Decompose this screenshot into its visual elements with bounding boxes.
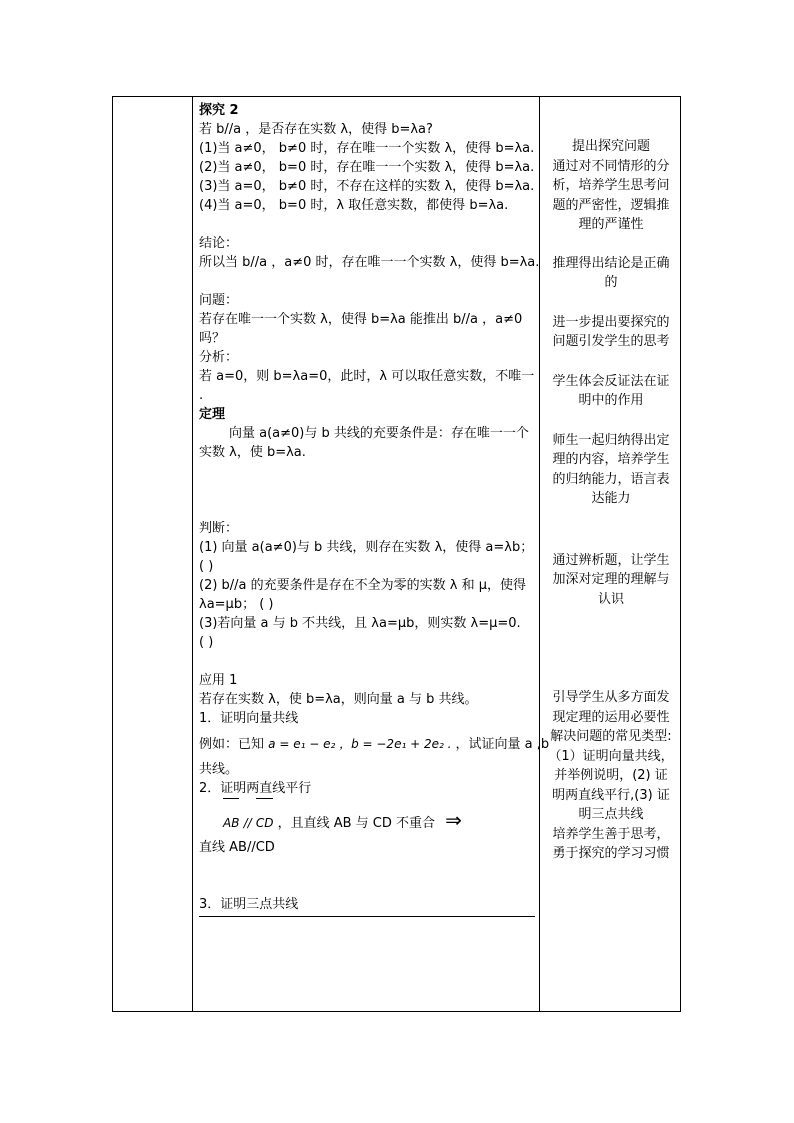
case-4: (4)当 a=0， b=0 时，λ 取任意实数，都使得 b=λa. [199, 198, 509, 213]
note-line: 引导学生从多方面发 [552, 690, 670, 705]
judge-item-1: (1) 向量 a(a≠0)与 b 共线，则存在实数 λ，使得 a=λb； [199, 540, 534, 555]
theorem-line-2: 实数 λ，使 b=λa. [199, 445, 306, 460]
note-application [545, 688, 677, 864]
example-formula: a = e₁ − e₂ ，b = −2e₁ + 2e₂ . [268, 737, 452, 751]
column-divider-left [192, 97, 193, 1011]
parallel-text: ，且直线 AB 与 CD 不重合 [277, 816, 436, 831]
analysis-label: 分析： [199, 350, 239, 365]
note-line: 培养学生善于思考， [552, 826, 670, 842]
judge-label: 判断： [199, 521, 239, 536]
analysis-line-1: 若 a=0，则 b=λa=0，此时，λ 可以取任意实数，不唯一 [199, 369, 535, 384]
note-line: 的归纳能力，语言表 [552, 471, 670, 487]
lesson-table [112, 96, 681, 1012]
judge-blank-1: ( ) [199, 559, 214, 574]
note-judge [545, 551, 677, 610]
note-line: 进一步提出要探究的 [552, 314, 670, 330]
note-theorem [545, 431, 677, 509]
case-1: (1)当 a≠0， b≠0 时，存在唯一一个实数 λ，使得 b=λa. [199, 141, 535, 156]
example-line-2: 共线。 [199, 762, 239, 777]
application-item-2: 2．证明两直线平行 [199, 781, 312, 796]
note-line: 的 [604, 275, 618, 290]
theorem-line-1: 向量 a(a≠0)与 b 共线的充要条件是：存在唯一一个 [229, 426, 529, 441]
note-line: 通过对不同情形的分 [552, 158, 670, 174]
judge-item-3: (3)若向量 a 与 b 不共线，且 λa=μb，则实数 λ=μ=0. [199, 616, 521, 631]
application-item-3: 3．证明三点共线 [199, 897, 299, 912]
note-explore [545, 137, 677, 235]
note-line: 达能力 [591, 491, 631, 506]
analysis-line-2: . [199, 388, 204, 403]
note-conclusion [545, 254, 677, 293]
note-line: 理的严谨性 [578, 217, 644, 232]
content-column [199, 101, 550, 917]
note-line: 加深对定理的理解与 [552, 572, 670, 587]
note-line: 并举例说明，(2) 证 [554, 768, 668, 783]
explore2-title: 探究 2 [199, 103, 239, 118]
question-label: 问题： [199, 293, 239, 308]
note-line: 认识 [597, 591, 624, 607]
vector-ab: AB [223, 801, 239, 845]
implies-arrow: ⇒ [445, 808, 462, 832]
conclusion-label: 结论： [199, 236, 239, 251]
note-line: 题的严密性，逻辑推 [552, 197, 670, 213]
parallel-symbol: // [243, 816, 252, 830]
application-line: 若存在实数 λ，使 b=λa，则向量 a 与 b 共线。 [199, 692, 478, 707]
judge-item-2: (2) b//a 的充要条件是存在不全为零的实数 λ 和 μ，使得 [199, 578, 527, 593]
case-2: (2)当 a≠0， b=0 时，存在唯一一个实数 λ，使得 b=λa. [199, 160, 535, 175]
note-line: 理的内容，培养学生 [552, 452, 670, 467]
parallel-line [199, 798, 533, 838]
note-line: 明三点共线 [578, 807, 644, 822]
judge-blank-3: ( ) [199, 635, 214, 650]
note-line: 勇于探究的学习习惯 [552, 846, 670, 861]
vector-cd: CD [256, 801, 274, 845]
explore2-question: 若 b//a ，是否存在实数 λ，使得 b=λa? [199, 122, 433, 137]
note-line: 学生体会反证法在证 [552, 373, 670, 389]
note-line: 提出探究问题 [571, 139, 650, 154]
conclusion-text: 所以当 b//a ，a≠0 时，存在唯一一个实数 λ，使得 b=λa. [199, 255, 540, 270]
note-line: 推理得出结论是正确 [552, 255, 670, 271]
note-line: （1）证明向量共线， [548, 748, 674, 764]
note-line: 明中的作用 [578, 393, 644, 408]
bottom-underline [199, 916, 535, 917]
column-divider-right [539, 97, 540, 1011]
note-line: 师生一起归纳得出定 [552, 432, 670, 448]
example-line [199, 728, 550, 760]
question-line-2: 吗？ [199, 331, 226, 346]
question-line-1: 若存在唯一一个实数 λ，使得 b=λa 能推出 b//a ，a≠0 [199, 312, 523, 327]
application-item-1: 1．证明向量共线 [199, 711, 299, 726]
note-line: 解决问题的常见类型: [550, 729, 672, 744]
note-line: 现定理的运用必要性 [552, 709, 670, 725]
note-analysis [545, 372, 677, 411]
case-3: (3)当 a=0， b≠0 时，不存在这样的实数 λ，使得 b=λa. [199, 179, 535, 194]
application-label: 应用 1 [199, 673, 238, 688]
judge-item-2-cont: λa=μb； ( ) [199, 597, 274, 612]
parallel-result: 直线 AB//CD [199, 840, 275, 855]
note-line: 通过辨析题，让学生 [552, 552, 670, 568]
example-suffix: ，试证向量 a ,b [455, 737, 550, 752]
note-line: 问题引发学生的思考 [552, 334, 670, 349]
note-line: 析，培养学生思考问 [552, 178, 670, 193]
note-question [545, 313, 677, 352]
note-line: 明两直线平行,(3) 证 [552, 787, 670, 803]
notes-column [545, 137, 677, 864]
example-prefix: 例如：已知 [199, 737, 265, 752]
theorem-label: 定理 [199, 407, 226, 422]
